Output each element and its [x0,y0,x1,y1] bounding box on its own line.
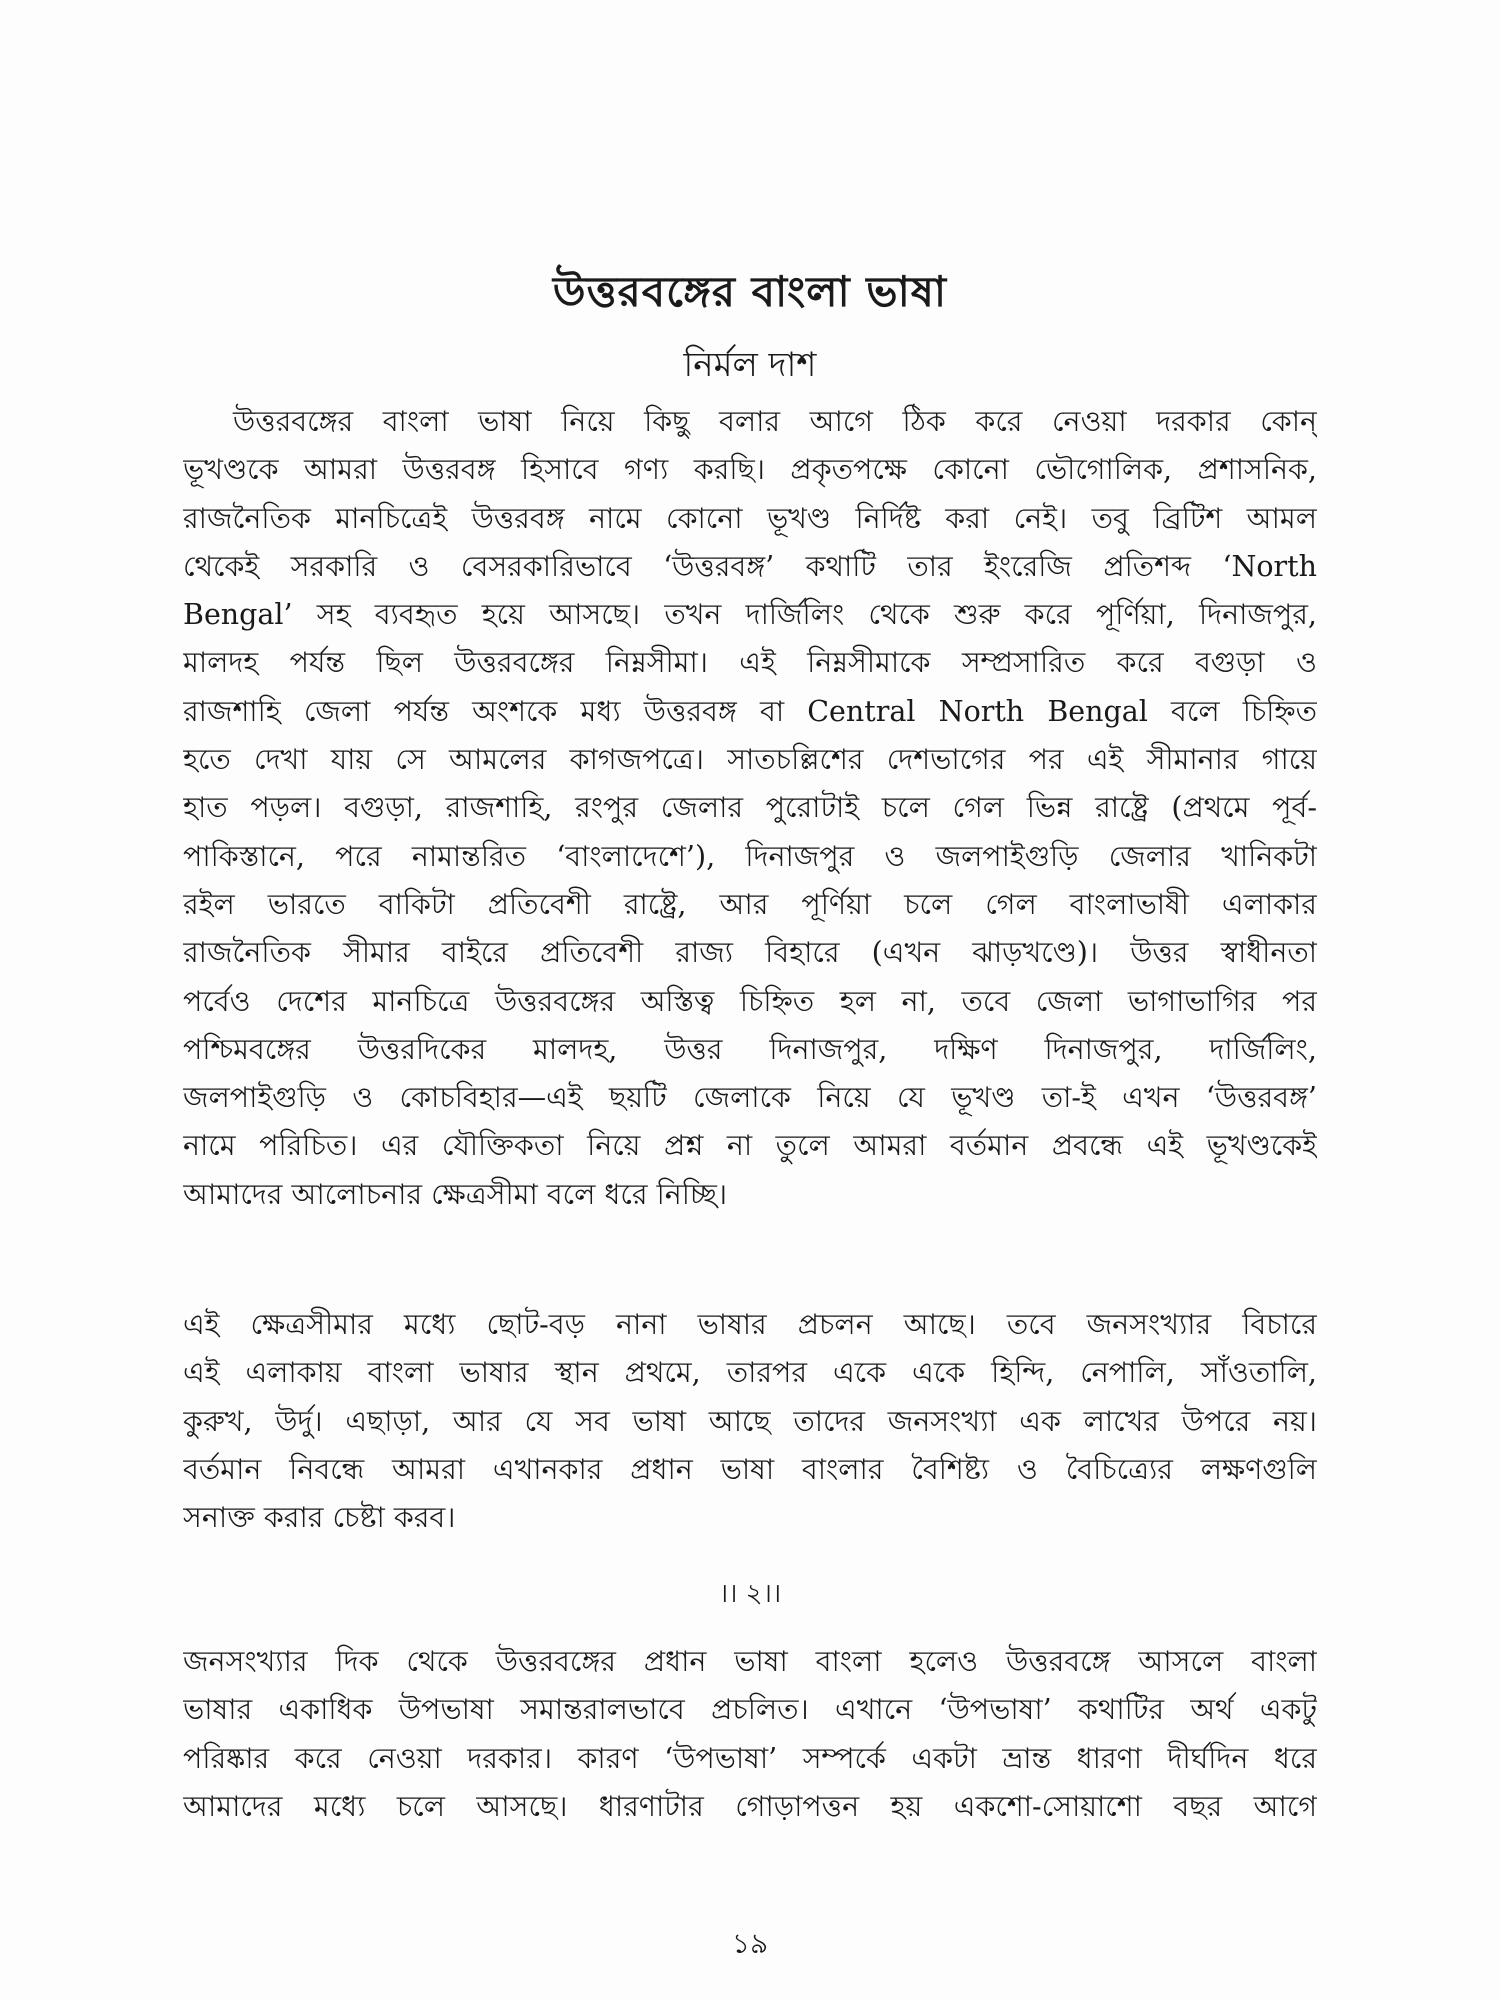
paragraph-line: মালদহ পর্যন্ত ছিল উত্তরবঙ্গের নিম্নসীমা। এই নিম্নসীমাকে সম্প্রসারিত করে বগুড়া ও [183,646,1317,680]
paragraph-line: এই ক্ষেত্রসীমার মধ্যে ছোট-বড় নানা ভাষার প্রচলন আছে। তবে জনসংখ্যার বিচারে [183,1308,1317,1341]
paragraph-line: রাজনৈতিক মানচিত্রেই উত্তরবঙ্গ নামে কোনো ভূখণ্ড নির্দিষ্ট করা নেই। তবু ব্রিটিশ আমল [183,501,1317,535]
paragraph-line: পাকিস্তানে, পরে নামান্তরিত ‘বাংলাদেশে’), দিনাজপুর ও জলপাইগুড়ি জেলার খানিকটা [183,839,1317,873]
paragraph-line: হাত পড়ল। বগুড়া, রাজশাহি, রংপুর জেলার পুরোটাই চলে গেল ভিন্ন রাষ্ট্রে (প্রথমে পূর্ব- [183,791,1317,825]
paragraph-line: Bengal’ সহ ব্যবহৃত হয়ে আসছে। তখন দার্জিলিং থেকে শুরু করে পূর্ণিয়া, দিনাজপুর, [183,598,1317,632]
paragraph-line: ভাষার একাধিক উপভাষা সমান্তরালভাবে প্রচলিত। এখানে ‘উপভাষা’ কথাটির অর্থ একটু [183,1693,1317,1727]
paragraph-line: উত্তরবঙ্গের বাংলা ভাষা নিয়ে কিছু বলার আগে ঠিক করে নেওয়া দরকার কোন্ [233,405,1317,438]
paragraph-1 [183,398,1317,1219]
section-marker: ।। ২।। [718,1579,782,1609]
paragraph-line: আমাদের আলোচনার ক্ষেত্রসীমা বলে ধরে নিচ্ছি। [183,1177,728,1211]
paragraph-line: জলপাইগুড়ি ও কোচবিহার—এই ছয়টি জেলাকে নিয়ে যে ভূখণ্ড তা-ই এখন ‘উত্তরবঙ্গ’ [183,1081,1317,1115]
paragraph-line: হতে দেখা যায় সে আমলের কাগজপত্রে। সাতচল্লিশের দেশভাগের পর এই সীমানার গায়ে [183,743,1317,777]
paragraph-line: নামে পরিচিত। এর যৌক্তিকতা নিয়ে প্রশ্ন না তুলে আমরা বর্তমান প্রবন্ধে এই ভূখণ্ডকেই [183,1129,1317,1163]
page-number: ১৯ [731,1927,769,1960]
paragraph-line: বর্তমান নিবন্ধে আমরা এখানকার প্রধান ভাষা বাংলার বৈশিষ্ট্য ও বৈচিত্র্যের লক্ষণগুলি [183,1452,1317,1486]
article-title: উত্তরবঙ্গের বাংলা ভাষা [552,267,948,316]
paragraph-line: এই এলাকায় বাংলা ভাষার স্থান প্রথমে, তারপর একে একে হিন্দি, নেপালি, সাঁওতালি, [183,1356,1317,1390]
paragraph-2 [183,1301,1317,1542]
paragraph-line: পর্বেও দেশের মানচিত্রে উত্তরবঙ্গের অস্তিত্ব চিহ্নিত হল না, তবে জেলা ভাগাভাগির পর [183,984,1317,1018]
paragraph-line: ভূখণ্ডকে আমরা উত্তরবঙ্গ হিসাবে গণ্য করছি। প্রকৃতপক্ষে কোনো ভৌগোলিক, প্রশাসনিক, [183,453,1317,487]
paragraph-line: আমাদের মধ্যে চলে আসছে। ধারণাটার গোড়াপত্তন হয় একশো-সোয়াশো বছর আগে [183,1789,1317,1823]
paragraph-line: রইল ভারতে বাকিটা প্রতিবেশী রাষ্ট্রে, আর পূর্ণিয়া চলে গেল বাংলাভাষী এলাকার [183,887,1317,921]
paragraph-line: রাজশাহি জেলা পর্যন্ত অংশকে মধ্য উত্তরবঙ্গ বা Central North Bengal বলে চিহ্নিত [183,694,1317,728]
paragraph-3 [183,1638,1317,1831]
paragraph-line: পরিষ্কার করে নেওয়া দরকার। কারণ ‘উপভাষা’ সম্পর্কে একটা ভ্রান্ত ধারণা দীর্ঘদিন ধরে [183,1741,1317,1775]
paragraph-line: সনাক্ত করার চেষ্টা করব। [183,1501,456,1535]
paragraph-line: রাজনৈতিক সীমার বাইরে প্রতিবেশী রাজ্য বিহারে (এখন ঝাড়খণ্ডে)। উত্তর স্বাধীনতা [183,936,1317,970]
article-author: নির্মল দাশ [683,345,817,385]
paragraph-line: পশ্চিমবঙ্গের উত্তরদিকের মালদহ, উত্তর দিনাজপুর, দক্ষিণ দিনাজপুর, দার্জিলিং, [183,1032,1317,1066]
paragraph-line: জনসংখ্যার দিক থেকে উত্তরবঙ্গের প্রধান ভাষা বাংলা হলেও উত্তরবঙ্গে আসলে বাংলা [183,1645,1317,1678]
paragraph-line: কুরুখ, উর্দু। এছাড়া, আর যে সব ভাষা আছে তাদের জনসংখ্যা এক লাখের উপরে নয়। [183,1404,1317,1438]
paragraph-line: থেকেই সরকারি ও বেসরকারিভাবে ‘উত্তরবঙ্গ’ কথাটি তার ইংরেজি প্রতিশব্দ ‘North [183,549,1317,583]
